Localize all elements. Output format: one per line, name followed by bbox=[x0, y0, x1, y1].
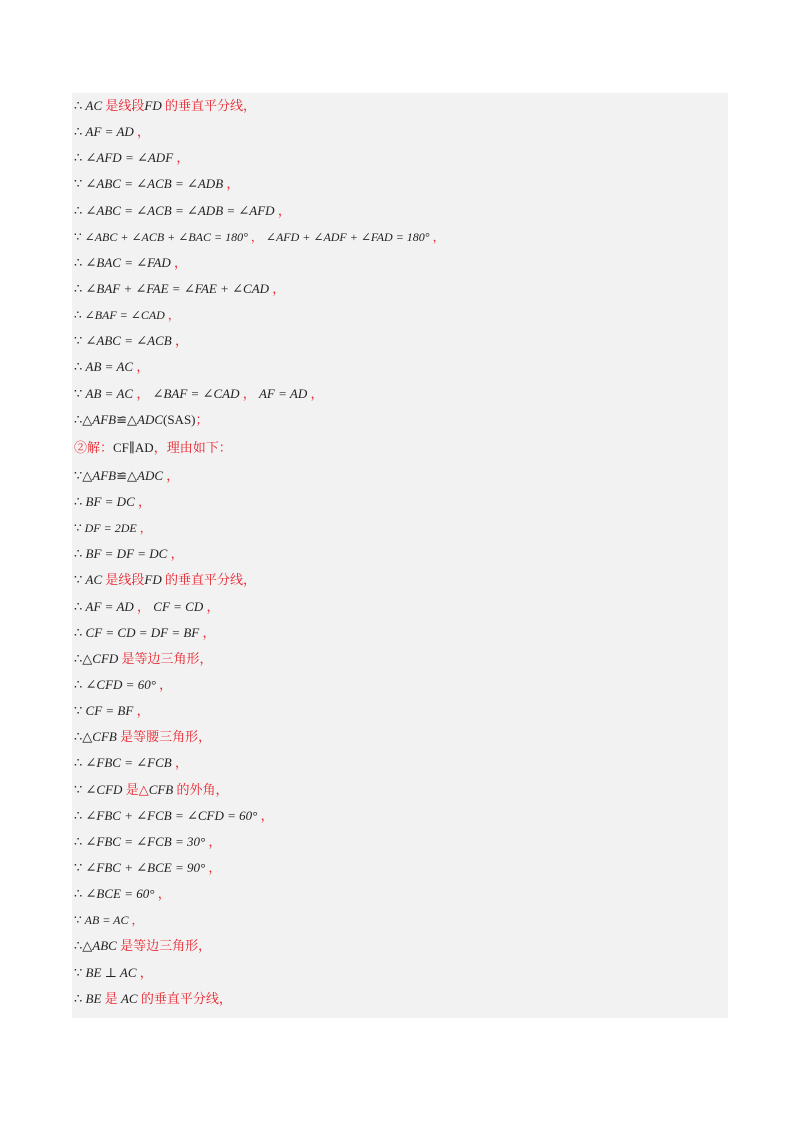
proof-symbol: ∴ bbox=[74, 755, 86, 771]
proof-symbol: ∴ bbox=[74, 886, 86, 902]
proof-line bbox=[72, 171, 728, 197]
proof-text: ， bbox=[171, 333, 188, 349]
proof-text: ， bbox=[205, 833, 222, 849]
proof-line bbox=[72, 803, 728, 829]
proof-math: FD bbox=[144, 572, 162, 588]
proof-symbol: ∴ bbox=[74, 624, 86, 640]
proof-text: 的外角， bbox=[173, 781, 229, 797]
proof-math: BF = DC bbox=[85, 493, 135, 509]
proof-line bbox=[72, 354, 728, 380]
proof-symbol: ∴ bbox=[74, 308, 85, 323]
proof-line bbox=[72, 594, 728, 620]
proof-text: ， bbox=[274, 202, 291, 218]
proof-line bbox=[72, 407, 728, 433]
proof-math: ∠FBC + ∠FCB = ∠CFD = 60° bbox=[85, 807, 258, 823]
proof-math: ∠ABC + ∠ACB + ∠BAC = 180° bbox=[84, 229, 248, 244]
proof-symbol: ∴ bbox=[74, 833, 86, 849]
proof-symbol: ∴△ bbox=[74, 650, 93, 666]
proof-symbol: ∴ bbox=[74, 280, 86, 296]
proof-symbol: ∴ bbox=[74, 202, 86, 218]
proof-text: 是 bbox=[101, 990, 121, 1006]
proof-symbol: ∴ bbox=[74, 150, 86, 166]
proof-line bbox=[72, 646, 728, 672]
proof-text: ②解： bbox=[74, 439, 114, 455]
proof-symbol: ∵ bbox=[74, 572, 86, 588]
proof-math: ∠ABC = ∠ACB bbox=[85, 333, 172, 349]
proof-text: 是线段 bbox=[102, 98, 145, 113]
proof-symbol: ≌△ bbox=[116, 467, 137, 483]
proof-symbol: ∴△ bbox=[74, 411, 93, 427]
proof-math: CFD bbox=[92, 650, 119, 666]
proof-text: 的垂直平分线， bbox=[161, 572, 257, 588]
proof-text: ， bbox=[171, 755, 188, 771]
proof-math: AB = AC bbox=[85, 385, 134, 401]
proof-line bbox=[72, 698, 728, 724]
proof-line bbox=[72, 750, 728, 776]
proof-text: ， bbox=[170, 254, 188, 270]
proof-math: CFB bbox=[148, 781, 174, 797]
proof-symbol: ∴ bbox=[74, 359, 86, 375]
proof-line bbox=[72, 933, 728, 959]
proof-math: CF = BF bbox=[85, 703, 134, 719]
proof-math: ABC bbox=[92, 938, 117, 954]
proof-text: ， bbox=[205, 859, 222, 875]
proof-text: ， bbox=[133, 359, 150, 375]
proof-math: ∠AFD = ∠ADF bbox=[85, 150, 174, 166]
proof-math: BE bbox=[85, 990, 102, 1006]
proof-symbol: ∴△ bbox=[74, 938, 93, 954]
proof-line bbox=[72, 93, 728, 119]
proof-text: ， bbox=[136, 521, 152, 536]
proof-math: ∠BAF = ∠CAD bbox=[152, 385, 240, 401]
proof-text: 是线段 bbox=[102, 572, 145, 588]
proof-math: AC bbox=[85, 572, 103, 588]
proof-math: ∠BAC = ∠FAD bbox=[85, 254, 171, 270]
proof-math: (SAS) bbox=[163, 411, 196, 427]
proof-line bbox=[72, 724, 728, 750]
proof-line bbox=[72, 198, 728, 224]
solution-block bbox=[72, 93, 728, 1018]
proof-text: ， bbox=[163, 467, 180, 483]
proof-line bbox=[72, 855, 728, 881]
proof-math: ∠BAF = ∠CAD bbox=[84, 308, 165, 323]
proof-line bbox=[72, 250, 728, 276]
proof-math: DF = 2DE bbox=[84, 521, 137, 536]
proof-text: ， bbox=[154, 886, 171, 902]
proof-symbol: ∵ bbox=[74, 964, 86, 980]
proof-symbol: ∵ bbox=[74, 859, 86, 875]
proof-text: ， bbox=[199, 624, 216, 640]
proof-text: ， bbox=[133, 385, 153, 401]
proof-line bbox=[72, 119, 728, 145]
proof-line bbox=[72, 829, 728, 855]
proof-math: ∠BCE = 60° bbox=[85, 886, 155, 902]
proof-math: ∠FBC + ∠BCE = 90° bbox=[85, 859, 206, 875]
proof-text: ， bbox=[257, 807, 274, 823]
proof-math: BF = DF = DC bbox=[85, 546, 168, 562]
proof-line bbox=[72, 433, 728, 463]
proof-line bbox=[72, 276, 728, 302]
proof-math: AC bbox=[85, 98, 103, 113]
proof-symbol: ∵ bbox=[74, 229, 85, 244]
proof-text: ， bbox=[133, 598, 154, 614]
proof-text: ， bbox=[136, 964, 153, 980]
proof-symbol: ∵ bbox=[74, 703, 86, 719]
proof-symbol: ∴△ bbox=[74, 729, 93, 745]
proof-math: ∠BAF + ∠FAE = ∠FAE + ∠CAD bbox=[85, 280, 270, 296]
proof-math: AF = AD bbox=[85, 124, 134, 140]
proof-symbol: ∵ bbox=[74, 781, 86, 797]
proof-text: ，理由如下： bbox=[153, 439, 232, 455]
proof-math: ∠ABC = ∠ACB = ∠ADB = ∠AFD bbox=[85, 202, 275, 218]
proof-symbol: ∵△ bbox=[74, 467, 93, 483]
proof-math: ∠CFD bbox=[85, 781, 123, 797]
proof-line bbox=[72, 907, 728, 933]
proof-symbol: ∴ bbox=[74, 254, 86, 270]
proof-text: ， bbox=[133, 703, 150, 719]
proof-text: ， bbox=[247, 229, 266, 244]
proof-math: AB = AC bbox=[84, 913, 129, 928]
proof-text: 是等边三角形， bbox=[118, 650, 213, 666]
proof-text: ， bbox=[164, 308, 180, 323]
proof-math: ∠CFD = 60° bbox=[85, 676, 156, 692]
proof-line bbox=[72, 960, 728, 986]
proof-math: ADC bbox=[137, 467, 163, 483]
proof-text: ， bbox=[203, 598, 220, 614]
proof-line bbox=[72, 463, 728, 489]
proof-symbol: ∴ bbox=[74, 546, 86, 562]
proof-text: ， bbox=[307, 385, 324, 401]
proof-line bbox=[72, 620, 728, 646]
proof-symbol: ∵ bbox=[74, 521, 85, 536]
proof-text: 的垂直平分线， bbox=[161, 98, 257, 113]
proof-math: BE ⊥ AC bbox=[85, 964, 137, 980]
proof-math: CF∥AD bbox=[113, 439, 154, 455]
proof-text: ， bbox=[134, 493, 152, 509]
proof-symbol: ∴ bbox=[74, 676, 86, 692]
proof-line bbox=[72, 672, 728, 698]
proof-symbol: ∴ bbox=[74, 124, 86, 140]
proof-symbol: ∵ bbox=[74, 385, 86, 401]
proof-line bbox=[72, 515, 728, 541]
proof-math: FD bbox=[144, 98, 162, 113]
proof-math: ∠FBC = ∠FCB bbox=[85, 755, 172, 771]
proof-text: 的垂直平分线， bbox=[137, 990, 232, 1006]
proof-line bbox=[72, 567, 728, 593]
proof-math: CF = CD bbox=[153, 598, 204, 614]
proof-math: ∠ABC = ∠ACB = ∠ADB bbox=[85, 176, 224, 192]
proof-symbol: ∵ bbox=[74, 176, 86, 192]
proof-line bbox=[72, 541, 728, 567]
proof-text: 是等腰三角形， bbox=[116, 729, 212, 745]
proof-text: ， bbox=[223, 176, 240, 192]
proof-symbol: ∵ bbox=[74, 333, 86, 349]
proof-math: CF = CD = DF = BF bbox=[85, 624, 200, 640]
proof-line bbox=[72, 145, 728, 171]
proof-text: ， bbox=[239, 385, 259, 401]
proof-math: AF = AD bbox=[258, 385, 308, 401]
proof-text: ， bbox=[155, 676, 173, 692]
proof-text: ， bbox=[429, 229, 445, 244]
proof-line bbox=[72, 986, 728, 1012]
proof-math: AF = AD bbox=[85, 598, 134, 614]
proof-line bbox=[72, 302, 728, 328]
proof-math: AFB bbox=[92, 411, 117, 427]
proof-text: ， bbox=[269, 280, 286, 296]
proof-text: ， bbox=[128, 913, 144, 928]
proof-text: ， bbox=[173, 150, 190, 166]
proof-line bbox=[72, 381, 728, 407]
proof-math: AC bbox=[120, 990, 138, 1006]
proof-line bbox=[72, 224, 728, 250]
proof-math: ∠FBC = ∠FCB = 30° bbox=[85, 833, 206, 849]
proof-math: AB = AC bbox=[85, 359, 134, 375]
proof-math: ADC bbox=[137, 411, 163, 427]
proof-math: ∠AFD + ∠ADF + ∠FAD = 180° bbox=[265, 229, 430, 244]
proof-text: 是等边三角形， bbox=[116, 938, 212, 954]
proof-line bbox=[72, 777, 728, 803]
proof-symbol: ∴ bbox=[74, 807, 86, 823]
proof-text: ， bbox=[167, 546, 184, 562]
proof-text: ， bbox=[133, 124, 151, 140]
proof-math: AFB bbox=[92, 467, 117, 483]
proof-symbol: ∴ bbox=[74, 98, 86, 113]
proof-symbol: ∵ bbox=[74, 913, 85, 928]
proof-text: ； bbox=[195, 411, 209, 427]
proof-symbol: ∴ bbox=[74, 598, 86, 614]
proof-symbol: ∴ bbox=[74, 493, 86, 509]
proof-line bbox=[72, 881, 728, 907]
proof-math: CFB bbox=[92, 729, 117, 745]
proof-text: 是△ bbox=[122, 781, 149, 797]
proof-symbol: ∴ bbox=[74, 990, 86, 1006]
proof-symbol: ≌△ bbox=[116, 411, 137, 427]
proof-line bbox=[72, 328, 728, 354]
proof-line bbox=[72, 489, 728, 515]
